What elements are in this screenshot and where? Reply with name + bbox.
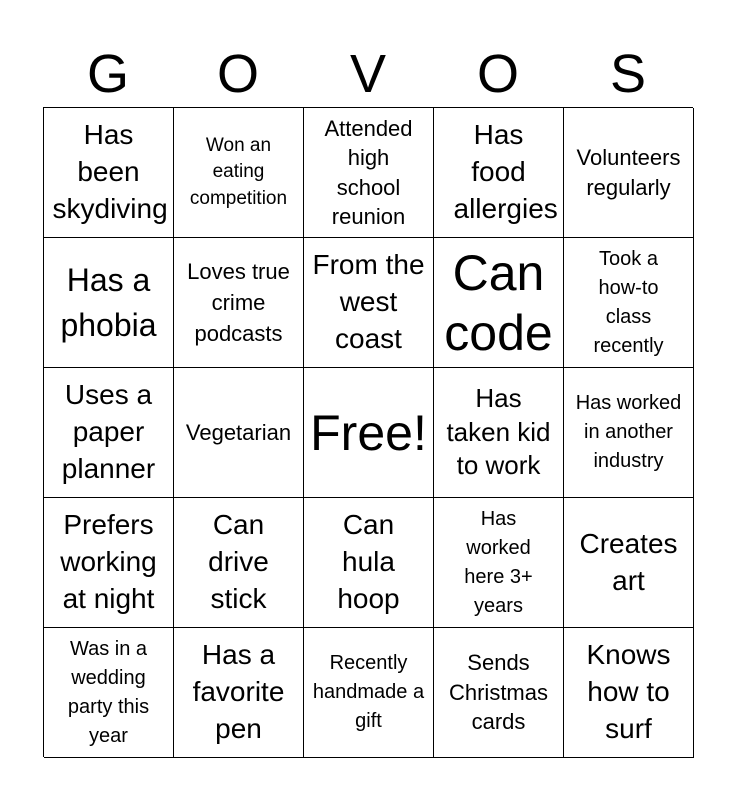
bingo-cell[interactable] <box>174 628 304 758</box>
bingo-cell-text: Can drive stick <box>208 509 269 614</box>
bingo-board <box>43 107 693 757</box>
bingo-cell[interactable] <box>44 628 174 758</box>
bingo-cell[interactable] <box>44 498 174 628</box>
bingo-cell free-space[interactable] <box>304 368 434 498</box>
bingo-cell-text: Recently handmade a gift <box>312 652 425 732</box>
bingo-cell-text: Has a phobia <box>60 261 157 343</box>
bingo-cell-text: Has a favorite pen <box>192 639 285 744</box>
header-letter-1: G <box>86 44 129 104</box>
bingo-cell[interactable] <box>434 628 564 758</box>
bingo-cell-text: Vegetarian <box>185 419 292 445</box>
bingo-cell-text: Attended high school reunion <box>324 116 413 229</box>
bingo-cell[interactable] <box>44 108 174 238</box>
bingo-cell-text: Volunteers regularly <box>576 145 681 200</box>
bingo-cell-text: Was in a wedding party this year <box>67 637 150 747</box>
bingo-cell-text: Has taken kid to work <box>446 382 551 481</box>
bingo-cell[interactable] <box>304 108 434 238</box>
bingo-cell[interactable] <box>564 628 694 758</box>
bingo-cell-text: From the west coast <box>312 249 425 354</box>
bingo-cell-text: Free! <box>310 404 427 461</box>
bingo-cell-text: Has worked in another industry <box>575 392 682 472</box>
header-letter-5: S <box>609 44 647 104</box>
bingo-cell[interactable] <box>304 628 434 758</box>
bingo-cell[interactable] <box>44 368 174 498</box>
header-letter-3: V <box>349 44 387 104</box>
bingo-cell[interactable] <box>564 238 694 368</box>
bingo-cell-text: Can hula hoop <box>337 509 400 614</box>
bingo-cell[interactable] <box>304 238 434 368</box>
bingo-cell[interactable] <box>564 108 694 238</box>
bingo-cell-text: Has worked here 3+ years <box>464 507 533 617</box>
bingo-cell-text: Can code <box>444 244 553 361</box>
bingo-cell[interactable] <box>434 108 564 238</box>
bingo-cell-text: Knows how to surf <box>586 639 671 744</box>
bingo-cell[interactable] <box>174 108 304 238</box>
bingo-cell[interactable] <box>304 498 434 628</box>
bingo-cell[interactable] <box>564 498 694 628</box>
bingo-cell-text: Has food allergies <box>453 119 558 224</box>
bingo-cell[interactable] <box>174 498 304 628</box>
bingo-cell-text: Loves true crime podcasts <box>187 258 290 347</box>
bingo-cell[interactable] <box>564 368 694 498</box>
bingo-cell[interactable] <box>434 238 564 368</box>
bingo-cell-text: Uses a paper planner <box>61 379 156 484</box>
bingo-cell[interactable] <box>434 498 564 628</box>
bingo-cell-text: Has been skydiving <box>52 119 168 224</box>
header-letter-4: O <box>476 44 519 104</box>
bingo-header <box>43 40 693 108</box>
bingo-cell-text: Prefers working at night <box>60 509 157 614</box>
bingo-cell[interactable] <box>174 368 304 498</box>
bingo-cell[interactable] <box>434 368 564 498</box>
header-letter-2: O <box>216 44 259 104</box>
bingo-cell[interactable] <box>44 238 174 368</box>
bingo-cell-text: Took a how-to class recently <box>593 247 664 357</box>
bingo-cell-text: Sends Christmas cards <box>448 649 548 735</box>
bingo-cell-text: Won an eating competition <box>189 134 288 209</box>
bingo-cell-text: Creates art <box>579 527 678 596</box>
bingo-cell[interactable] <box>174 238 304 368</box>
